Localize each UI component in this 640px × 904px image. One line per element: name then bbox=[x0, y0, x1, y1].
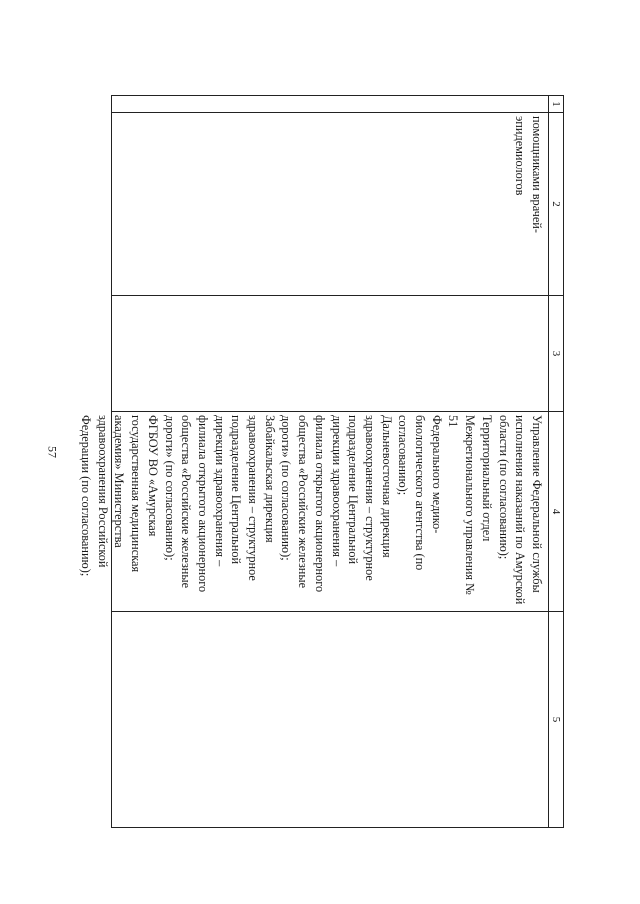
header-cell-3 bbox=[549, 296, 563, 412]
cell-col4 bbox=[79, 412, 548, 612]
cell-col3 bbox=[112, 296, 548, 412]
header-label-5: 5 bbox=[550, 716, 562, 723]
cell-col1 bbox=[112, 96, 548, 113]
header-label-3: 3 bbox=[550, 350, 562, 357]
page-number: 57 bbox=[45, 446, 60, 458]
table-row bbox=[79, 96, 548, 827]
cell-col4-text: Управление Федеральной службы исполнения наказаний по Амурской области (по согласованию); Территориальный отдел Межрегионального управления № 51 Федерального медико- биологического агентства (по согласованию); Дальневосточная дирекция здравоохранения – структурное подразделение Центральной дирекции здравоохранения – филиала открытого акционерного общества «Российские железные дороги» (по согласованию); Забайкальская дирекция здравоохранения – структурное подразделение Центральной дирекции здравоохранения – филиала открытого акционерного общества «Российские железные дороги» (по согласованию); ФГБОУ ВО «Амурская государственная медицинская академия» Министерства здравоохранения Российской Федерации (по согласованию); bbox=[79, 415, 544, 605]
table-wrapper bbox=[79, 95, 564, 828]
header-label-1: 1 bbox=[550, 101, 562, 107]
header-label-2: 2 bbox=[550, 201, 562, 207]
header-label-4: 4 bbox=[550, 508, 562, 515]
cell-col1-text bbox=[545, 96, 548, 112]
data-table bbox=[79, 95, 564, 828]
cell-col2-text: помощниками врачей- эпидемиологов bbox=[513, 116, 544, 233]
cell-col5 bbox=[112, 612, 548, 827]
header-cell-4 bbox=[549, 412, 563, 612]
header-cell-5 bbox=[549, 612, 563, 827]
header-cell-2 bbox=[549, 113, 563, 296]
header-cell-1 bbox=[549, 96, 563, 113]
cell-col3-text bbox=[545, 296, 548, 411]
table-header-row bbox=[548, 96, 563, 827]
cell-col2 bbox=[112, 113, 548, 296]
cell-col5-text bbox=[545, 612, 548, 827]
